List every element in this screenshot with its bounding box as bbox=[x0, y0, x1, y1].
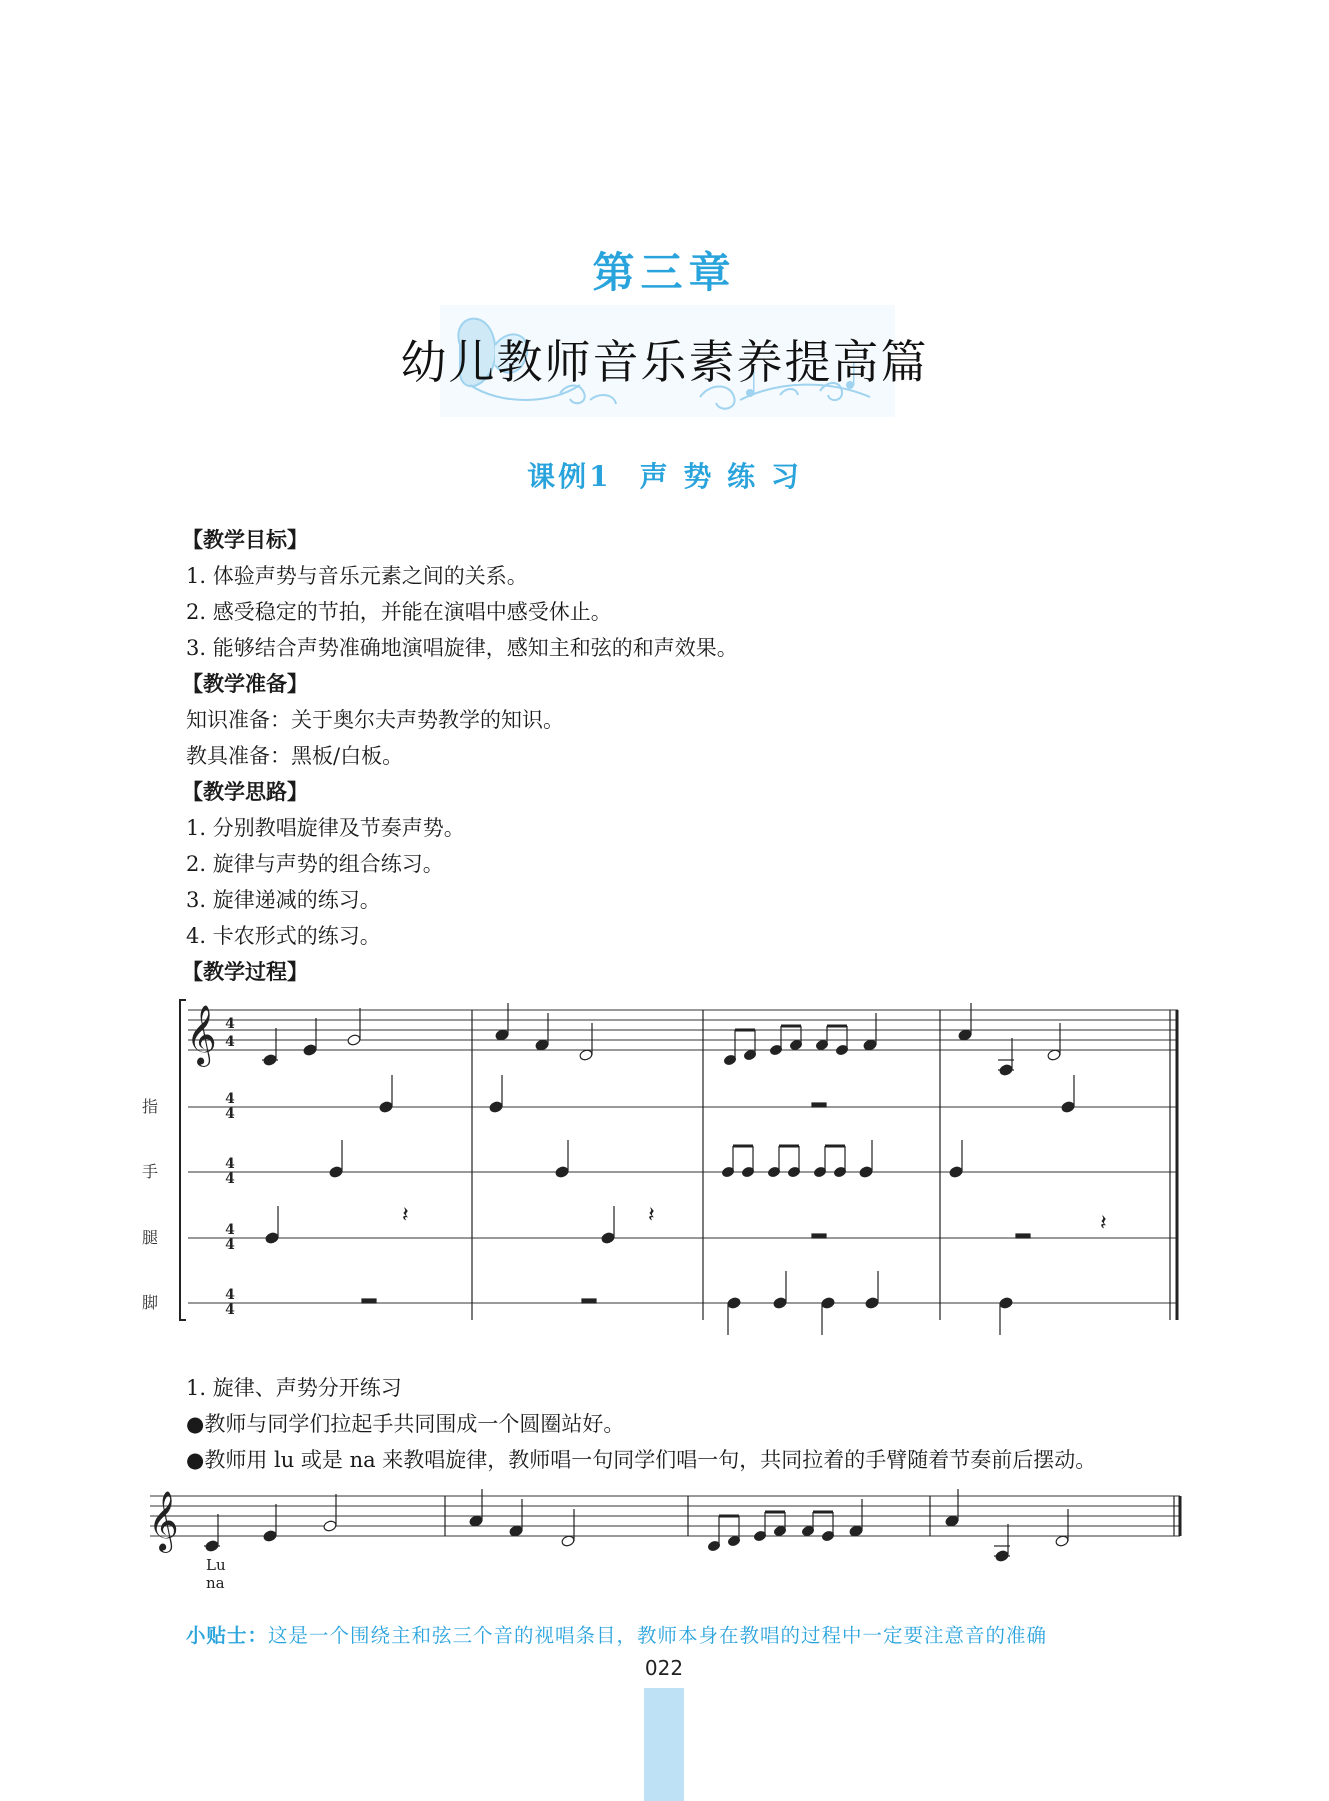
goal-item: 1. 体验声势与音乐元素之间的关系。 bbox=[186, 564, 528, 588]
hand-rhythm bbox=[329, 1140, 963, 1178]
melody-staff bbox=[188, 1010, 1178, 1050]
practice-bullet: ●教师与同学们拉起手共同围成一个圆圈站好。 bbox=[186, 1412, 625, 1436]
practice-step: 1. 旋律、声势分开练习 bbox=[186, 1376, 402, 1400]
time-signature-top: 4 bbox=[225, 1222, 235, 1238]
finger-rhythm bbox=[379, 1075, 1075, 1113]
time-signature-bottom: 4 bbox=[225, 1237, 235, 1253]
lesson-name: 声 势 练 习 bbox=[639, 460, 802, 493]
time-signature-top: 4 bbox=[225, 1287, 235, 1303]
time-signature-bottom: 4 bbox=[225, 1106, 235, 1122]
time-signature-bottom: 4 bbox=[225, 1034, 235, 1050]
lesson-number: 课例1 bbox=[527, 460, 612, 493]
lesson-title bbox=[0, 455, 1329, 495]
row-label-hand: 手 bbox=[142, 1162, 159, 1181]
goal-item: 3. 能够结合声势准确地演唱旋律，感知主和弦的和声效果。 bbox=[186, 636, 738, 660]
practice-bullet: ●教师用 lu 或是 na 来教唱旋律，教师唱一句同学们唱一句，共同拉着的手臂随着节奏前后摆动。 bbox=[186, 1448, 1097, 1472]
percussion-lines bbox=[188, 1107, 1178, 1303]
melody-staff-with-lyrics bbox=[140, 1480, 1190, 1590]
tip-box bbox=[186, 1620, 1196, 1648]
lesson-content bbox=[182, 522, 1186, 990]
row-label-finger: 指 bbox=[142, 1097, 159, 1116]
treble-clef-icon: 𝄞 bbox=[186, 1005, 217, 1065]
body-percussion-score bbox=[142, 990, 1190, 1340]
time-signature-top: 4 bbox=[225, 1156, 235, 1172]
page-number: 022 bbox=[644, 1656, 684, 1680]
section-heading-process: 【教学过程】 bbox=[182, 960, 308, 984]
section-heading-prep: 【教学准备】 bbox=[182, 672, 308, 696]
practice-instructions bbox=[186, 1370, 1216, 1478]
time-signature-top: 4 bbox=[225, 1091, 235, 1107]
idea-item: 1. 分别教唱旋律及节奏声势。 bbox=[186, 816, 465, 840]
time-signature-bottom: 4 bbox=[225, 1302, 235, 1318]
quarter-rest-icon: 𝄽 bbox=[402, 1203, 409, 1228]
time-signature-top: 4 bbox=[225, 1016, 235, 1032]
goal-item: 2. 感受稳定的节拍，并能在演唱中感受休止。 bbox=[186, 600, 612, 624]
quarter-rest-icon: 𝄽 bbox=[1100, 1211, 1107, 1236]
section-heading-ideas: 【教学思路】 bbox=[182, 780, 308, 804]
tip-label: 小贴士： bbox=[186, 1624, 269, 1647]
prep-item: 知识准备：关于奥尔夫声势教学的知识。 bbox=[186, 708, 564, 732]
time-signature-bottom: 4 bbox=[225, 1171, 235, 1187]
idea-item: 3. 旋律递减的练习。 bbox=[186, 888, 381, 912]
chapter-label: 第三章 bbox=[592, 248, 737, 297]
row-label-foot: 脚 bbox=[142, 1293, 159, 1312]
chapter-title: 幼儿教师音乐素养提高篇 bbox=[400, 335, 929, 389]
prep-item: 教具准备：黑板/白板。 bbox=[186, 744, 404, 768]
tip-text: 这是一个围绕主和弦三个音的视唱条目，教师本身在教唱的过程中一定要注意音的准确 bbox=[268, 1624, 1048, 1647]
idea-item: 4. 卡农形式的练习。 bbox=[186, 924, 381, 948]
section-heading-goals: 【教学目标】 bbox=[182, 528, 308, 552]
lyric-na: na bbox=[206, 1574, 225, 1592]
barlines bbox=[180, 1010, 1177, 1320]
lyric-lu: Lu bbox=[206, 1556, 226, 1574]
idea-item: 2. 旋律与声势的组合练习。 bbox=[186, 852, 444, 876]
quarter-rest-icon: 𝄽 bbox=[648, 1203, 655, 1228]
page-tab-bar bbox=[644, 1688, 684, 1801]
treble-clef-icon: 𝄞 bbox=[148, 1491, 179, 1551]
row-label-leg: 腿 bbox=[142, 1228, 159, 1247]
